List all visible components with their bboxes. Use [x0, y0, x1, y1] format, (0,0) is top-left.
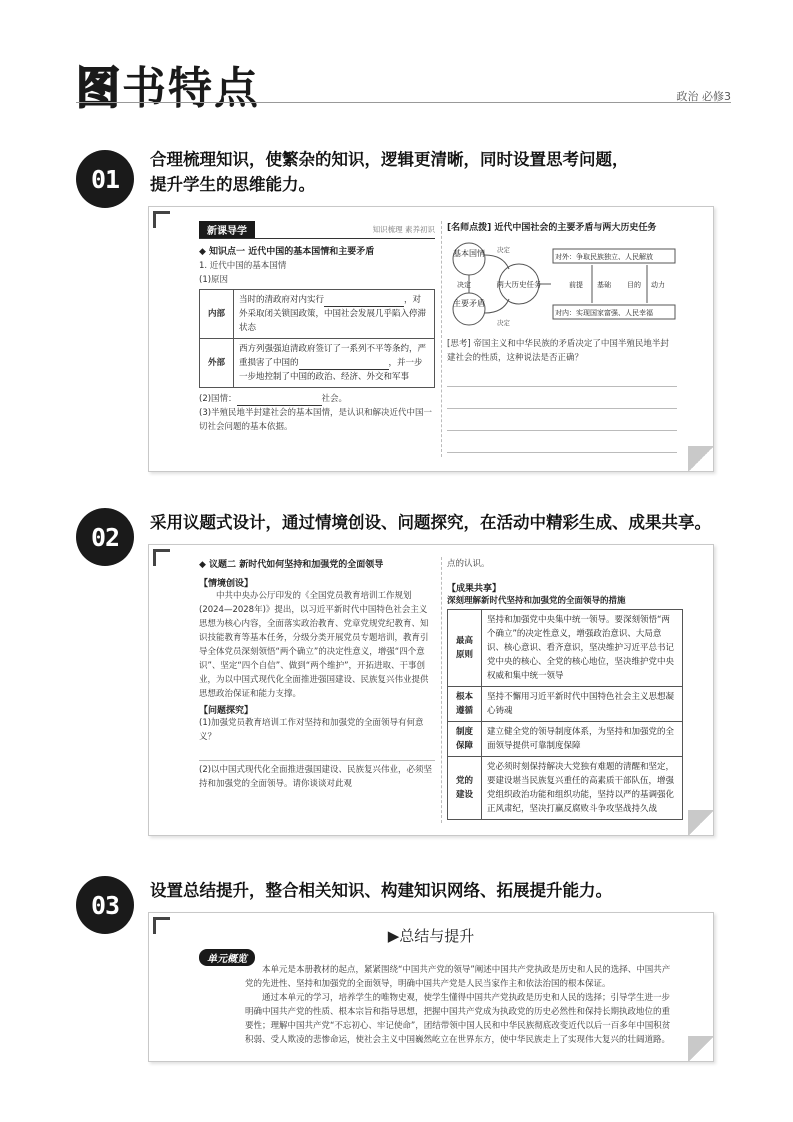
table-row: [200, 339, 435, 388]
circle-basic: [453, 243, 485, 275]
topic-title: ◆ 议题二 新时代如何坚持和加强党的全面领导: [199, 560, 384, 570]
task-diagram: [447, 239, 677, 329]
arc-bottom: [485, 299, 509, 313]
result-table: [447, 609, 683, 820]
card-summary: [148, 912, 714, 1062]
card1-tag: 新课导学: [199, 221, 255, 238]
section-heading-02: 采用议题式设计，通过情境创设、问题探究，在活动中精彩生成、成果共享。: [150, 513, 711, 532]
section-heading-01: 合理梳理知识，使繁杂的知识，逻辑更清晰，同时设置思考问题， 提升学生的思维能力。: [150, 150, 629, 194]
fill-blank[interactable]: [299, 360, 389, 370]
table-row: [448, 610, 683, 687]
card-topic: [148, 544, 714, 836]
label-power: 动力: [651, 281, 665, 289]
right-top-text: 点的认识。: [447, 559, 490, 569]
column-divider: [441, 221, 442, 457]
summary-title: ▶总结与提升: [387, 927, 475, 945]
row-head: 外部: [200, 339, 234, 388]
sikao-text: [思考] 帝国主义和中华民族的矛盾决定了中国半殖民地半封建社会的性质，这种说法是否正确？: [447, 339, 669, 363]
answer-line[interactable]: [447, 409, 677, 431]
row-head: 最高原则: [448, 610, 482, 687]
decide-label: 决定: [457, 281, 471, 289]
reason-label: (1)原因: [199, 275, 229, 285]
summary-arrow-icon: ▶: [387, 927, 400, 945]
page-fold: [688, 810, 714, 836]
summary-body: [245, 963, 673, 1047]
box-internal-label: 对内：实现国家富强、人民幸福: [555, 309, 653, 317]
card1-tag-right: 知识梳理 素养初识: [372, 225, 435, 234]
table-row: [448, 722, 683, 757]
arc-bottom-label: 决定: [497, 319, 510, 327]
row-text: 坚持和加强党中央集中统一领导。要深刻领悟“两个确立”的决定性意义，增强政治意识、大局意识、核心意识、看齐意识，坚决维护习近平总书记党中央的核心、全党的核心地位，坚决维护党中央权威和集中统一领导: [482, 610, 683, 687]
summary-tag: 单元概览: [199, 949, 255, 966]
circle-basic-label: 基本国情: [453, 249, 485, 258]
basis-text: (3)半殖民地半封建社会的基本国情，是认识和解决近代中国一切社会问题的基本依据。: [199, 408, 433, 432]
sub-title: 1. 近代中国的基本国情: [199, 261, 287, 271]
column-divider: [441, 557, 442, 823]
box-external-label: 对外：争取民族独立、人民解放: [555, 253, 653, 261]
circle-main: [453, 293, 485, 325]
result-label: 【成果共享】: [447, 584, 502, 594]
summary-para-2: 通过本单元的学习，培养学生的唯物史观，使学生懂得中国共产党执政是历史和人民的选择；引导学生进一步明确中国共产党的性质、根本宗旨和指导思想，把握中国共产党成为执政党的历史必然性和保持长期执政地位的重要性；理解中国共产党“不忘初心、牢记使命”，团结带领中国人民和中华民族彻底改变近代以后一百多年中国积贫积弱、受人欺凌的悲惨命运，使社会主义中国巍然屹立在世界东方，使中华民族走上了实现伟大复兴的壮阔道路。: [245, 993, 671, 1045]
row-text: 坚持不懈用习近平新时代中国特色社会主义思想凝心铸魂: [482, 687, 683, 722]
mingshi-title: [名师点拨] 近代中国社会的主要矛盾与两大历史任务: [447, 223, 657, 233]
row-text: 当时的清政府对内实行 ，对外采取闭关锁国政策，中国社会发展几乎陷入停滞状态: [234, 290, 435, 339]
page-subtitle: 政治 必修3: [676, 90, 731, 103]
fill-blank[interactable]: [324, 297, 404, 307]
question-2: (2)以中国式现代化全面推进强国建设、民族复兴伟业，必须坚持和加强党的全面领导。请你谈谈对此观: [199, 760, 435, 791]
summary-para-1: 本单元是本册教材的起点，紧紧围绕“中国共产党的领导”阐述中国共产党执政是历史和人民的选择、中国共产党的先进性、坚持和加强党的全面领导，明确中国共产党是人民当家作主和依法治国的根本保证。: [245, 965, 671, 989]
question-1: (1)加强党员教育培训工作对坚持和加强党的全面领导有何意义？: [199, 718, 424, 742]
fill-blank[interactable]: [237, 396, 322, 406]
card2-right: [447, 557, 683, 820]
answer-line[interactable]: [447, 387, 677, 409]
table-row: [448, 687, 683, 722]
row-text: 西方列强强迫清政府签订了一系列不平等条约，严重损害了中国的 ，并一步一步地控制了中国的政治、经济、外交和军事: [234, 339, 435, 388]
card1-left: [199, 221, 435, 434]
arc-top: [485, 255, 509, 269]
guoqing-line: (2)国情： 社会。: [199, 394, 348, 404]
row-head: 根本遵循: [448, 687, 482, 722]
label-goal: 目的: [627, 281, 641, 289]
section-heading-03: 设置总结提升，整合相关知识、构建知识网络、拓展提升能力。: [150, 881, 612, 900]
answer-line[interactable]: [447, 365, 677, 387]
row-text: 党必须时刻保持解决大党独有难题的清醒和坚定，要建设堪当民族复兴重任的高素质干部队伍，增强党组织政治功能和组织功能，坚持以严的基调强化正风肃纪，坚决打赢反腐败斗争攻坚战持久战: [482, 757, 683, 820]
answer-line[interactable]: [447, 431, 677, 453]
page-fold: [688, 446, 714, 472]
circle-main-label: 主要矛盾: [453, 299, 485, 308]
reason-table: [199, 289, 435, 388]
label-premise: 前提: [569, 281, 583, 289]
section-number-02: 02: [76, 508, 134, 566]
point-title: ◆ 知识点一 近代中国的基本国情和主要矛盾: [199, 247, 375, 257]
row-head: 党的建设: [448, 757, 482, 820]
row-head: 制度保障: [448, 722, 482, 757]
label-base: 基础: [597, 281, 611, 289]
card-knowledge: [148, 206, 714, 472]
section-number-01: 01: [76, 150, 134, 208]
center-label: 两大历史任务: [496, 280, 542, 289]
table-row: [448, 757, 683, 820]
explore-label: 【问题探究】: [199, 706, 254, 716]
page-fold: [688, 1036, 714, 1062]
result-title: 深刻理解新时代坚持和加强党的全面领导的措施: [447, 596, 626, 606]
situation-text: 中共中央办公厅印发的《全国党员教育培训工作规划(2024—2028年)》提出，以习近平新时代中国特色社会主义思想为核心内容，全面落实政治教育、党章党规党纪教育、知识技能教育等基本任务，分级分类开展党员专题培训，教育引导全体党员深刻领悟“两个确立”的决定性意义，增强“四个意识”、坚定“四个自信”、做到“两个维护”，开拓进取、干事创业，为以中国式现代化全面推进强国建设、民族复兴伟业提供思想政治保证和能力支撑。: [199, 591, 429, 699]
card2-left: [199, 557, 435, 791]
situation-label: 【情境创设】: [199, 579, 254, 589]
page-title: 图书特点: [76, 63, 260, 114]
row-head: 内部: [200, 290, 234, 339]
section-number-03: 03: [76, 876, 134, 934]
arc-top-label: 决定: [497, 246, 510, 254]
header-rule: [76, 102, 731, 103]
card1-right: [447, 221, 677, 453]
table-row: [200, 290, 435, 339]
row-text: 建立健全党的领导制度体系，为坚持和加强党的全面领导提供可靠制度保障: [482, 722, 683, 757]
